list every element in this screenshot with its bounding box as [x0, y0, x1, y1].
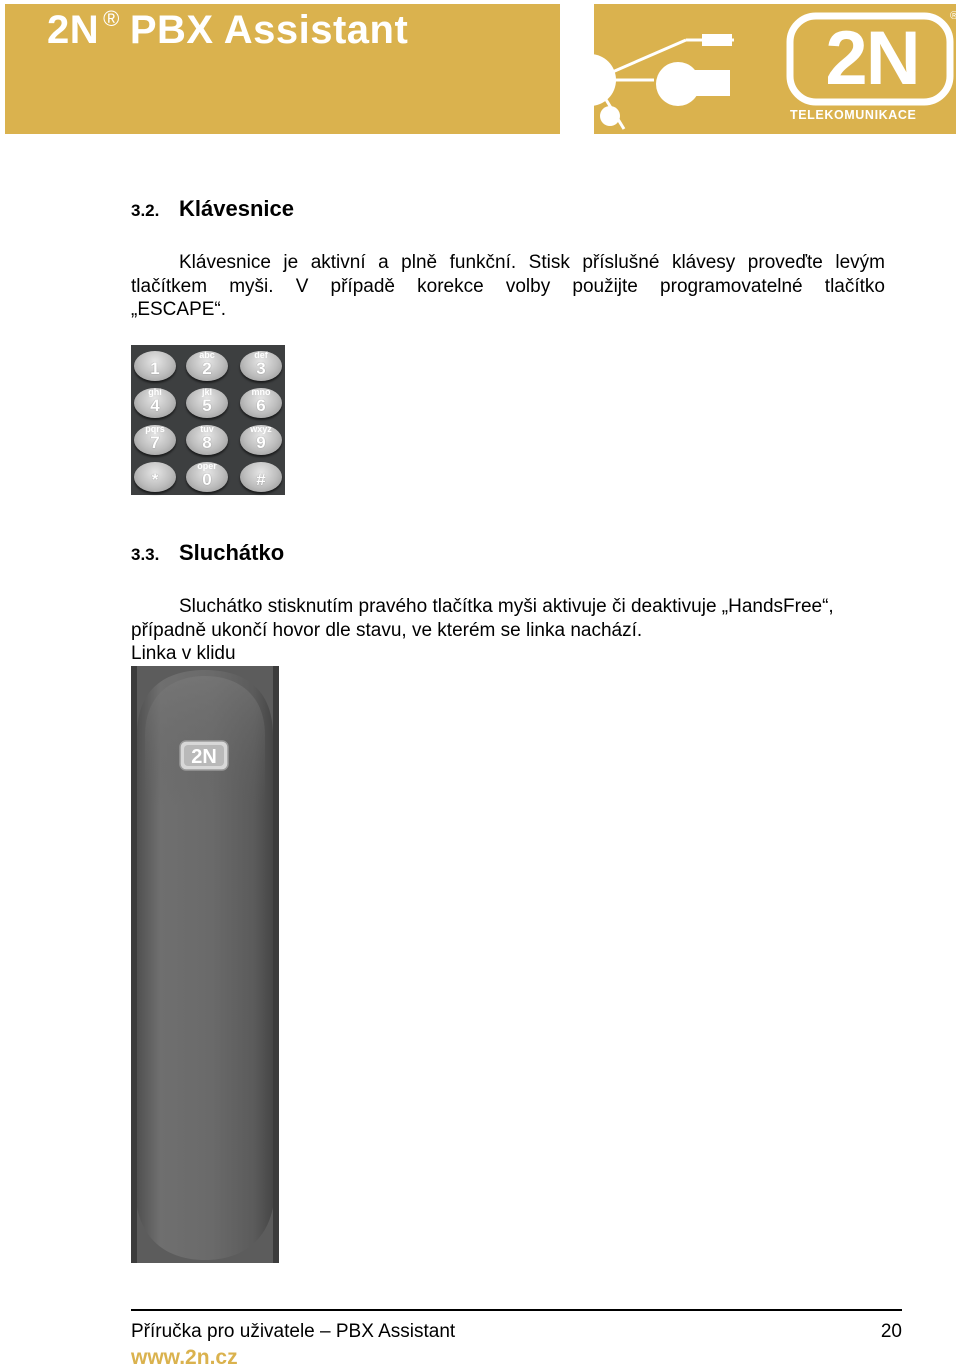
logo-mark-text: 2N — [825, 16, 919, 101]
keypad-key[interactable] — [240, 462, 282, 492]
circuit-node — [564, 54, 616, 106]
keypad-key-digit: 3 — [256, 359, 266, 378]
keypad-key-letters: def — [254, 350, 268, 360]
section-number: 3.3. — [131, 545, 160, 564]
keypad-key-digit: 2 — [202, 359, 212, 378]
keypad-key[interactable] — [186, 462, 228, 492]
keypad-key-letters: oper — [197, 461, 217, 471]
keypad-key[interactable] — [134, 425, 176, 455]
keypad-key-digit: 6 — [256, 396, 266, 415]
footer-title: Příručka pro uživatele – PBX Assistant — [131, 1321, 456, 1342]
keypad-key-digit: 9 — [256, 433, 266, 452]
keypad-key-letters: tuv — [200, 424, 214, 434]
keypad-key[interactable] — [186, 388, 228, 418]
keypad-key-letters: jkl — [201, 387, 212, 397]
section-heading-handset — [131, 540, 284, 566]
keypad-key[interactable] — [186, 425, 228, 455]
section-title: Klávesnice — [179, 196, 294, 221]
keypad-key-digit: 4 — [150, 396, 160, 415]
handset-description — [131, 595, 885, 666]
paragraph-line: Sluchátko stisknutím pravého tlačítka myši aktivuje či deaktivuje „HandsFree“, — [179, 596, 834, 617]
brand-name: 2N — [47, 8, 100, 52]
keypad-key[interactable] — [134, 462, 176, 492]
handset-image — [131, 666, 279, 1263]
handset-graphic — [131, 666, 279, 1263]
keypad-key-digit: # — [256, 470, 266, 489]
keypad-key-digit: 8 — [202, 433, 212, 452]
company-logo-panel — [594, 4, 959, 134]
paragraph-line: případně ukončí hovor dle stavu, ve kterém se linka nachází. — [131, 619, 643, 641]
keypad-key-digit: 1 — [150, 359, 160, 378]
logo-tagline: TELEKOMUNIKACE — [790, 108, 917, 122]
keypad-key-letters: wxyz — [250, 424, 272, 434]
section-number: 3.2. — [131, 201, 160, 220]
keypad-key-letters: abc — [199, 350, 215, 360]
keypad-key[interactable] — [240, 351, 282, 381]
keypad-key-digit: 7 — [150, 433, 160, 452]
website-link[interactable]: www.2n.cz — [131, 1346, 238, 1369]
paragraph-line: Klávesnice je aktivní a plně funkční. Stisk příslušné klávesy proveďte levým — [179, 252, 885, 273]
keypad-key[interactable] — [240, 388, 282, 418]
keypad-key-letters: mno — [251, 387, 271, 397]
keypad-description — [131, 251, 885, 322]
paragraph-line: tlačítkem myši. V případě korekce volby použijte programovatelné tlačítko — [131, 275, 885, 297]
keypad-key[interactable] — [186, 351, 228, 381]
keypad-key-letters: pqrs — [145, 424, 165, 434]
section-heading-keypad — [131, 196, 294, 222]
circuit-node — [600, 106, 620, 126]
section-title: Sluchátko — [179, 540, 285, 565]
keypad-key-digit: * — [151, 470, 159, 489]
handset-logo-text: 2N — [191, 746, 217, 768]
registered-mark: ® — [103, 6, 120, 31]
keypad-image — [131, 345, 285, 495]
logo-registered: ® — [950, 10, 959, 22]
paragraph-line: Linka v klidu — [131, 643, 236, 664]
keypad-key[interactable] — [134, 351, 176, 381]
keypad-key-digit: 0 — [202, 470, 212, 489]
footer-rule — [131, 1309, 902, 1311]
keypad-key[interactable] — [134, 388, 176, 418]
keypad-key[interactable] — [240, 425, 282, 455]
paragraph-line: „ESCAPE“. — [131, 299, 227, 320]
page-number: 20 — [880, 1321, 902, 1342]
keypad-key-digit: 5 — [202, 396, 212, 415]
keypad-key-letters: ghi — [148, 387, 162, 397]
product-name: PBX Assistant — [129, 8, 409, 52]
header-title — [47, 8, 408, 53]
